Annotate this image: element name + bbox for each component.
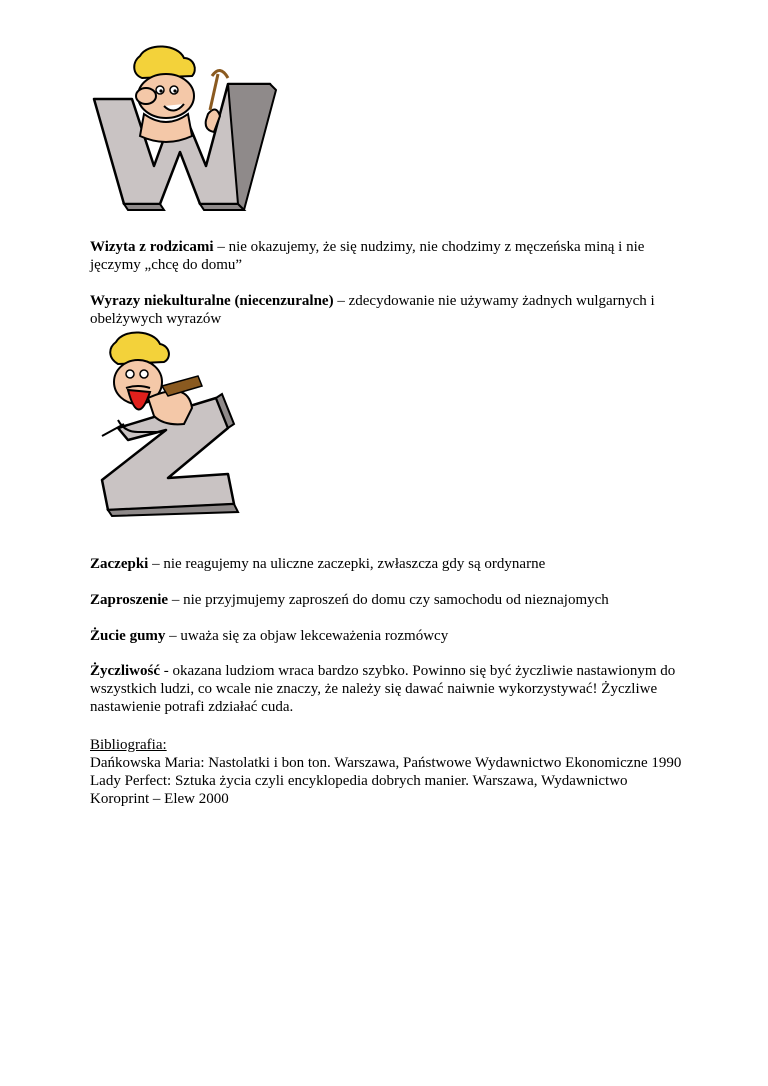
entry-definition: – zdecydowanie nie używamy żadnych wulgarnych i obelżywych wyrazów [90,293,655,327]
entry-definition: – nie przyjmujemy zaproszeń do domu czy samochodu od nieznajomych [168,592,609,608]
letter-w-cartoon-illustration [88,44,278,214]
bibliography [90,736,690,808]
entry-term: Zaproszenie [90,592,169,608]
entry-zaczepki [90,555,690,573]
bibliography-item: Lady Perfect: Sztuka życia czyli encyklopedia dobrych manier. Warszawa, Wydawnictwo Koroprint – Elew 2000 [90,773,628,807]
entry-term: Życzliwość [90,663,160,679]
entry-term: Zaczepki [90,556,149,572]
entry-wizyta [90,238,690,274]
entry-definition: – uważa się za objaw lekceważenia rozmówcy [165,628,449,644]
entry-zyczliwosc [90,662,690,716]
entry-definition: – nie reagujemy na uliczne zaczepki, zwłaszcza gdy są ordynarne [148,556,546,572]
letter-z-cartoon-illustration [88,328,248,518]
bibliography-item: Dańkowska Maria: Nastolatki i bon ton. Warszawa, Państwowe Wydawnictwo Ekonomiczne 1990 [90,755,682,771]
entry-wyrazy [90,292,690,328]
entry-term: Wyrazy niekulturalne (niecenzuralne) [90,293,334,309]
entry-term: Żucie gumy [90,628,166,644]
entry-zucie-gumy [90,627,690,645]
entry-definition: - okazana ludziom wraca bardzo szybko. Powinno się być życzliwie nastawionym do wszystkich ludzi, co wcale nie znaczy, że należy się dawać naiwnie wykorzystywać! Życzliwe nastawienie potrafi zdziałać cuda. [90,663,676,715]
bibliography-title: Bibliografia: [90,737,167,753]
entry-term: Wizyta z rodzicami [90,239,214,255]
entry-definition: – nie okazujemy, że się nudzimy, nie chodzimy z męczeńska miną i nie jęczymy „chcę do domu” [90,239,645,273]
entry-zaproszenie [90,591,690,609]
